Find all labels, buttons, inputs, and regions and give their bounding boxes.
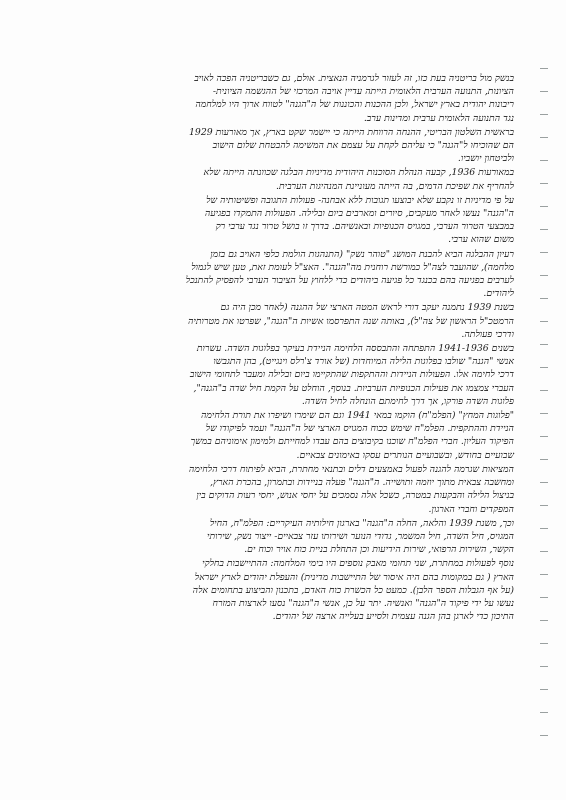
paragraph <box>76 126 514 166</box>
text-line: בשנים 1941-1936 התפתחה והתבססה הלחימה הניידת בעיקר בפלוגות השדה. עשרות <box>196 343 514 355</box>
text-line: הקשר, השירות הרפואי, שירות הידיעות וכן התחלת בניית כוח אויר וכוח ים. <box>244 544 514 556</box>
text-line: בראשית השלטון הבריטי, ההנחה הרווחת הייתה כי יישמר שקט בארץ, אך מאורעות 1929 <box>189 126 514 138</box>
margin-tick <box>540 574 548 575</box>
text-line: במבצעי הטרור הערבי, במגויס הכנופיות ובאנשיהם. בדרך זו בושל טרור נגד ערבי רק <box>215 221 514 233</box>
margin-tick <box>540 298 548 299</box>
margin-tick <box>540 597 548 598</box>
text-line: ה"הגנה" נעשו לאחר מעקבים, סיורים ומארבים ביום ובלילה. הפעולות התמקדו בפגיעה <box>204 208 514 220</box>
text-line: ומחשבה צבאית מתוך יוזמה ותושייה. ה"הגנה" פעלה בניידות ובתמרון, בהכרת הארץ, <box>210 477 514 489</box>
text-line: העברי צמצמו את פעילות הכנופיות הערביות. בנוסף, הוחלט על הקמת חיל שדה ב"הגנה", <box>193 382 514 394</box>
text-line: ליהודים. <box>483 288 514 300</box>
margin-tick <box>540 252 548 253</box>
paragraph <box>76 166 514 192</box>
margin-tick <box>540 206 548 207</box>
margin-tick <box>540 436 548 437</box>
paragraph <box>76 248 514 301</box>
text-line: הרמטכ"ל הראשון של צה"ל), באותה שנה התפרסמו אשיות ה"הגנה", שפרטו את מטרותיה <box>187 315 514 327</box>
text-line: רעיון ההבלגה הביא להבנת המושג "טוהר נשק" (התנהגות הולמת כלפי האויב גם בזמן <box>210 248 514 260</box>
text-line: הציונות, התנועה הערבית הלאומית הייתה עדיין אויבה המרכזי של ההגשמה הציונית- <box>212 86 514 98</box>
margin-tick <box>540 689 548 690</box>
document-body <box>76 72 514 624</box>
margin-tick <box>540 321 548 322</box>
margin-tick <box>540 68 548 69</box>
text-line: ולביטחון יושביו. <box>457 153 514 165</box>
paragraph <box>76 409 514 462</box>
text-line: לערבים בפגיעה בהם בכנגד כל פגיעה ביהודים כדי ללחוץ על הציבור הערבי להפסיק להתנכל <box>185 275 514 287</box>
margin-tick <box>540 505 548 506</box>
text-line: אנשי "הגנה" שולבו בפלוגות הלילה המיוחדות (של אורד צ'רלס וינגייט), בהן התגבשו <box>213 356 514 368</box>
text-line: משום שהוא ערבי. <box>448 234 514 246</box>
margin-tick <box>540 275 548 276</box>
margin-tick <box>540 413 548 414</box>
text-line: נגד התנועה הלאומית ערבית ומדינות ערב. <box>363 112 514 124</box>
text-line: המגויס, חיל השדה, חיל המשמר, גדודי הנוער ושירותו עזר צבאיים- ייצור נשק, שירותי <box>207 530 514 542</box>
margin-tick <box>540 551 548 552</box>
text-line: (על אף הגבלות הספר הלבן). כמעט כל הכשרת כוח האדם, בתכנון והביצוע בתחומים אלה <box>192 584 514 596</box>
paragraph <box>76 463 514 516</box>
text-line: נוסף לפעולות במחתרת, שני תחומי מאבק נוספים היו בימי המלחמה: ההתיישבות בחלקי <box>202 558 514 570</box>
margin-tick <box>540 666 548 667</box>
margin-tick <box>540 459 548 460</box>
margin-tick <box>540 735 548 736</box>
margin-tick <box>540 183 548 184</box>
text-line: ודרכי פעולתה. <box>461 328 514 340</box>
text-line: בניצול הלילה והבקעות במטרה, כשכל אלה נסמכים על יחסי אנוש, יחסי רעות הדוקים בין <box>196 490 514 502</box>
paragraph <box>76 557 514 623</box>
margin-tick <box>540 367 548 368</box>
margin-tick <box>540 344 548 345</box>
text-line: שבועיים בחודש, ובשבועיים הנותרים עסקו באימונים צבאיים. <box>296 449 514 461</box>
margin-tick <box>540 712 548 713</box>
text-line: המציאות שגרמה להגנה לפעול באמצעים דלים ובתנאי מחתרת, הביא לפיתוח דרכי הלחימה <box>188 463 514 475</box>
paragraph <box>76 194 514 247</box>
text-line: נעשו על ידי פיקוד ה"הגנה" ואנשיה. יתר על כן, אנשי ה"הגנה" נסעו לארצות המזרח <box>212 597 514 609</box>
margin-tick <box>540 390 548 391</box>
margin-tick <box>540 643 548 644</box>
text-line: להחריף את שפיכת הדמים, בה הייתה מעוניינת המנהיגות הערבית. <box>276 180 514 192</box>
margin-tick-marks <box>534 60 548 760</box>
text-line: הארץ ( גם במקומות בהם היה איסור של התיישבות מדינית) והעפלת יהודים לארץ ישראל <box>194 571 514 583</box>
paragraph <box>76 517 514 557</box>
margin-tick <box>540 114 548 115</box>
margin-tick <box>540 620 548 621</box>
text-line: וכך, משנת 1939 והלאה, החלה ה"הגנה" בארגון חילותיה העיקריים: הפלמ"ח, החיל <box>209 517 514 529</box>
margin-tick <box>540 528 548 529</box>
paragraph <box>76 72 514 125</box>
margin-tick <box>540 482 548 483</box>
text-line: במאורעות 1936, קבעה הנהלת הסוכנות היהודית מדיניות הבלגה שכוונתה הייתה שלא <box>203 167 514 179</box>
text-line: הם שהוכיחו ל"הגנה" כי עליהם לקחת על עצמם את המשימה להבטחת שלום הישוב <box>212 140 514 152</box>
text-line: הניידת וההתקפית. הפלמ"ח שימש ככוח המגויס הארצי של ה"הגנה" ועמד לפיקודו של <box>205 423 514 435</box>
text-line: פלוגות השדה פורקו, אך דרך לחימתם הונחלה לחיל השדה. <box>301 395 514 407</box>
text-line: על פי מדיניות זו נקבע שלא יבוצעו תגובות ללא אבחנה- פעולות התגובה ופשיטותיה של <box>206 194 514 206</box>
margin-tick <box>540 160 548 161</box>
text-line: בנשק מול בריטניה בעת כזו, זה לעזור לגרמניה הנאצית. אולם, גם כשבריטניה הפכה לאויב <box>194 73 514 84</box>
text-line: ריבונות יהודית בארץ ישראל, ולכן ההכנות והכוננות של ה"הגנה" לטווח ארוך היו למלחמה <box>195 99 514 111</box>
text-line: התיכון כדי לארגן בהן הגנה עצמית ולסייע בעלייה ארצה של יהודים. <box>272 611 514 623</box>
margin-tick <box>540 137 548 138</box>
margin-tick <box>540 229 548 230</box>
paragraph <box>76 342 514 408</box>
text-line: מלחמה), שהועבר לצה"ל כמורשת רוחנית מה"הגנה". האצ"ל לעומת זאת, טען שיש לגמול <box>191 261 514 273</box>
margin-tick <box>540 91 548 92</box>
text-line: דרכי לחימה אלו. הפעולות הניידות וההתקפות שהתקיימו ביום ובלילה ומעבר לתחומי הישוב <box>189 369 514 381</box>
text-line: "פלוגות המחץ" (הפלמ"ח) הוקמו במאי 1941 וגם הם שימרו ושיפרו את תורת הלחימה <box>200 410 514 422</box>
text-line: המפקדים וחברי הארגון. <box>428 503 514 515</box>
text-line: הפיקוד העליון. חברי הפלמ"ח שוכנו בקיבוצים בהם עבדו למחייתם ולמימון אימוניהם במשך <box>190 436 514 448</box>
text-line: בשנת 1939 נתמנה יעקב דורי לראש המטה הארצי של ההגנה (לאחר מכן היה גם <box>220 302 514 314</box>
paragraph <box>76 301 514 341</box>
